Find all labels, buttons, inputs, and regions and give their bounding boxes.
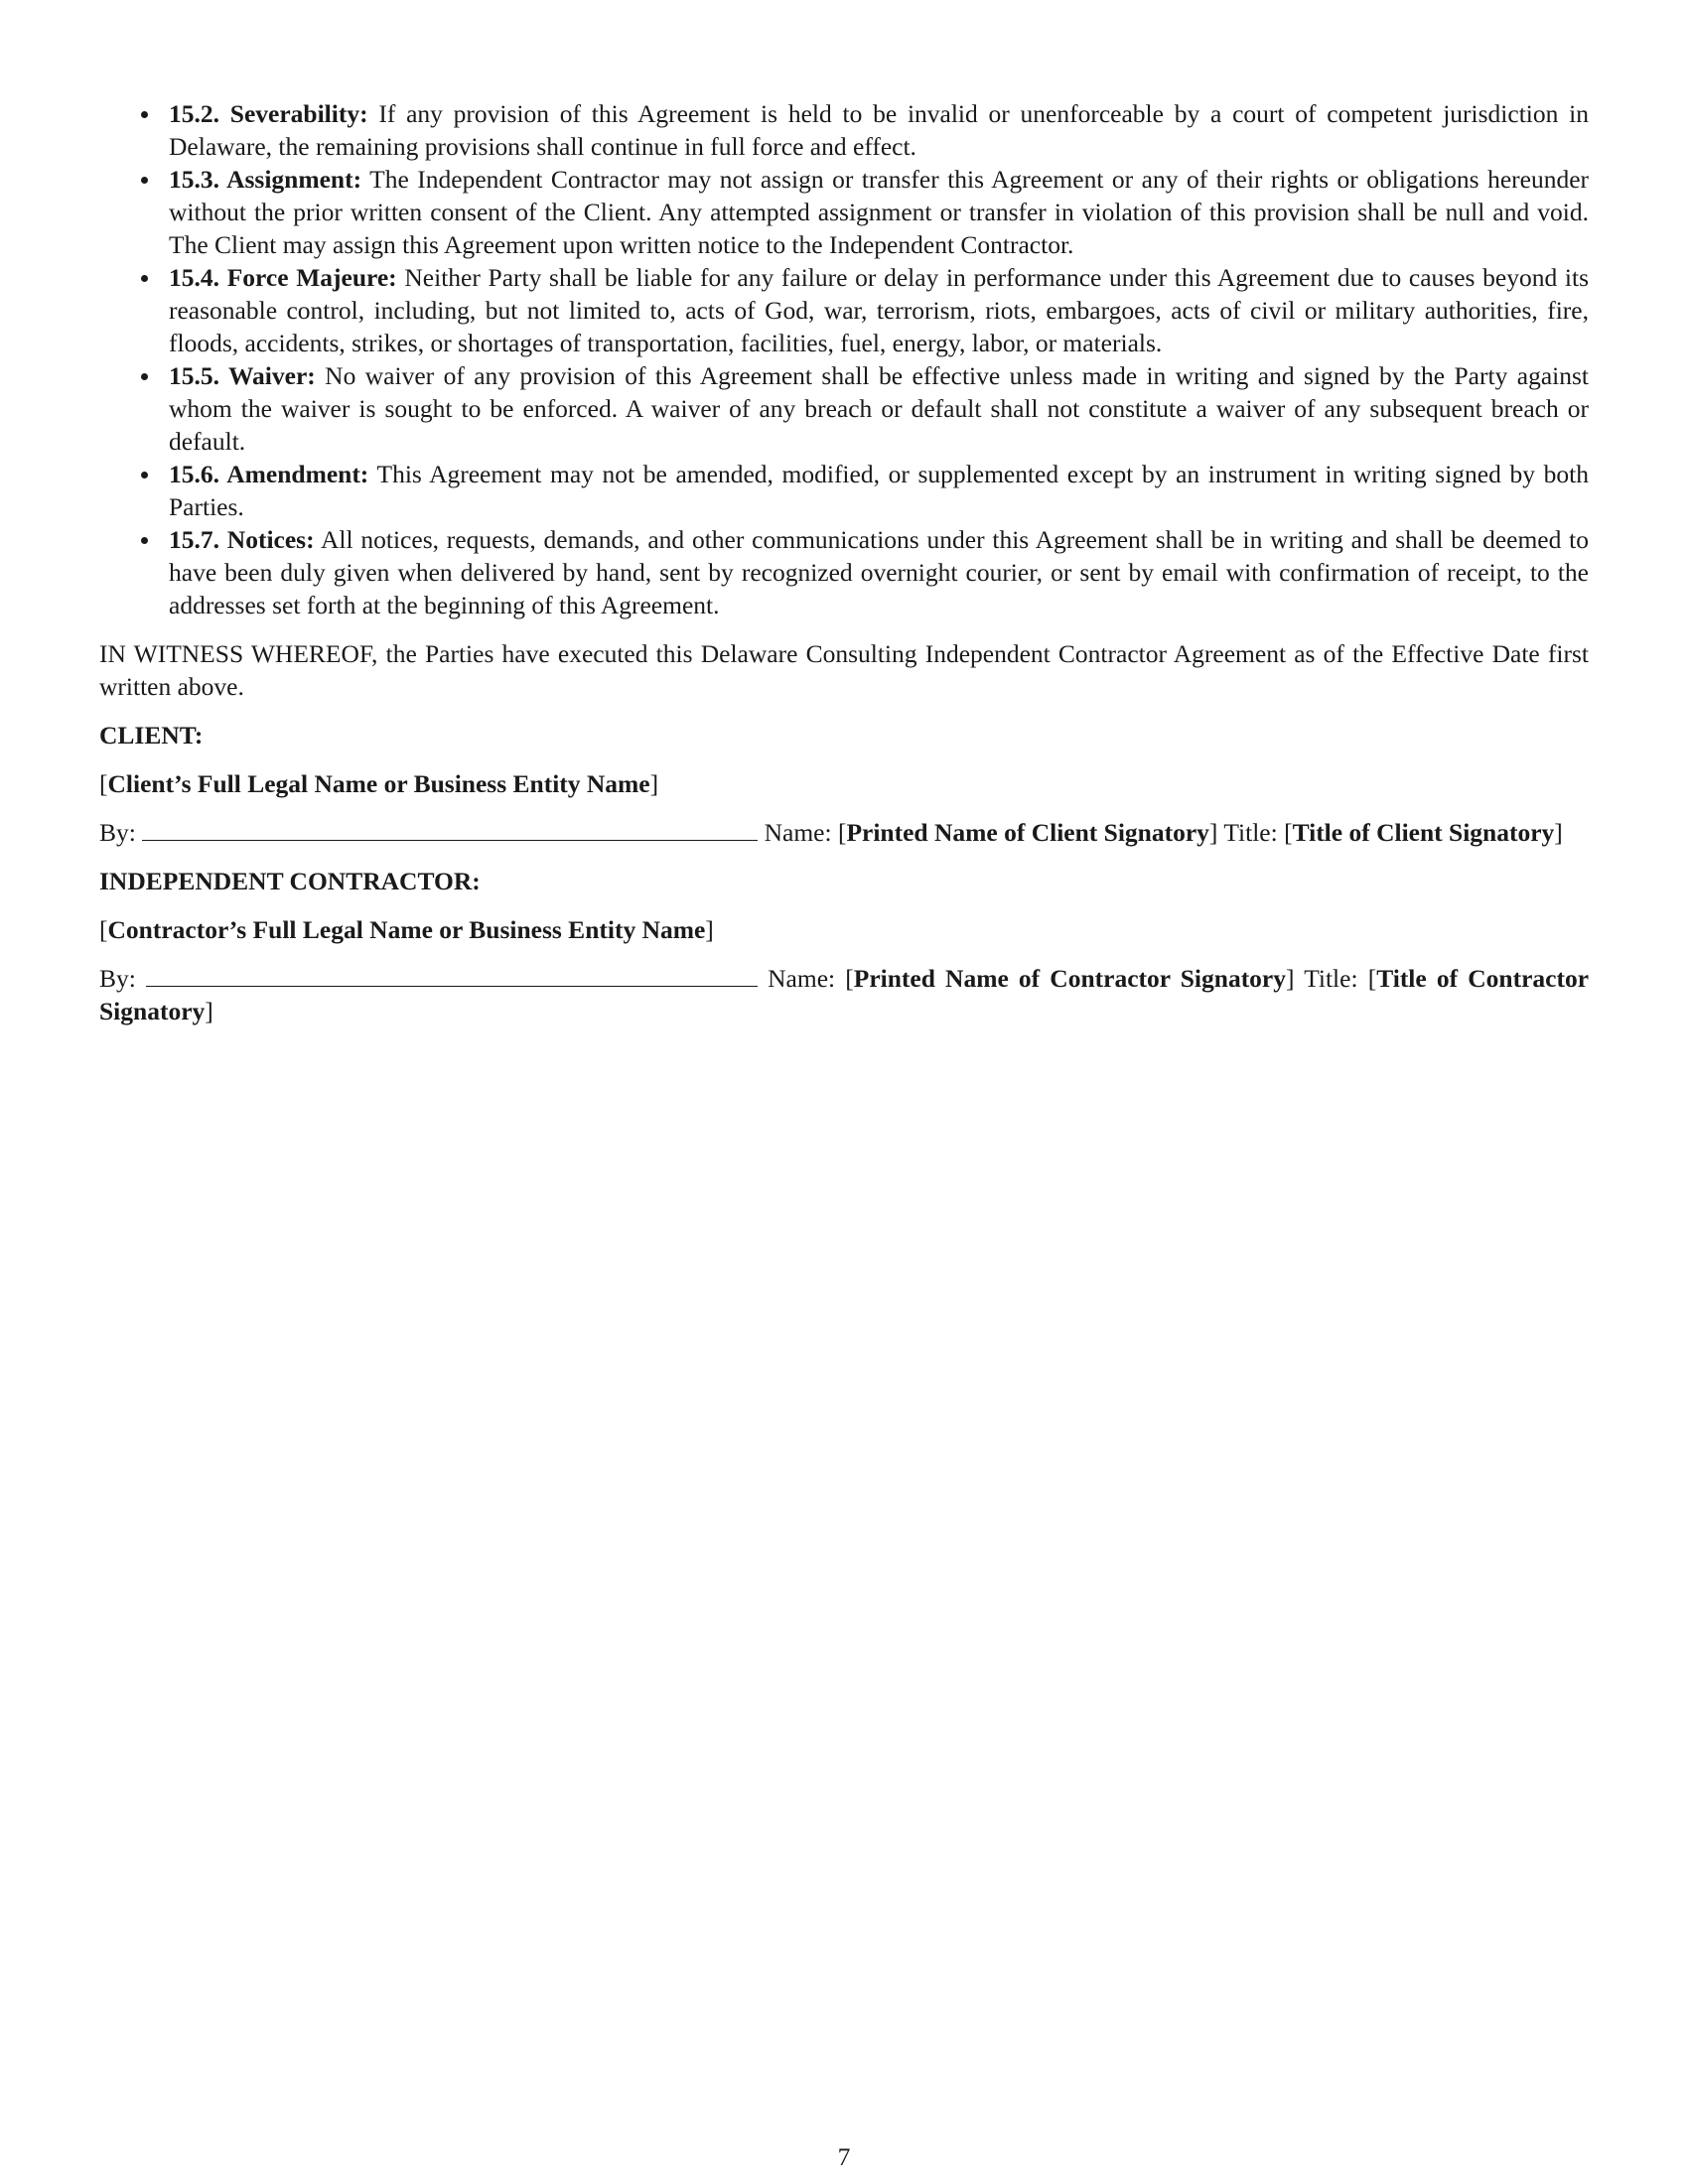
provision-item	[169, 97, 1589, 163]
title-label: Title:	[1304, 964, 1358, 993]
provision-item	[169, 261, 1589, 359]
provision-label: 15.3. Assignment:	[169, 165, 362, 194]
provision-text: This Agreement may not be amended, modified, or supplemented except by an instrument in writing signed by both Parties.	[169, 460, 1589, 521]
client-signature-line: By: Name: [Printed Name of Client Signatory] Title: [Title of Client Signatory]	[99, 818, 1563, 847]
contractor-signatory-name: Printed Name of Contractor Signatory	[853, 964, 1287, 993]
contractor-signature-field[interactable]	[146, 966, 758, 987]
provision-item	[169, 359, 1589, 458]
contractor-signature-line: By: Name: [Printed Name of Contractor Signatory] Title: [Title of Contractor Signatory]	[99, 964, 1590, 1025]
provision-label: 15.2. Severability:	[169, 99, 368, 128]
witness-clause: IN WITNESS WHEREOF, the Parties have executed this Delaware Consulting Independent Contractor Agreement as of the Effective Date first written above.	[99, 639, 1589, 701]
bracket-open: [	[99, 915, 108, 944]
provision-item	[169, 523, 1589, 621]
provision-item	[169, 163, 1589, 261]
by-label: By:	[99, 818, 136, 847]
provision-text: If any provision of this Agreement is held to be invalid or unenforceable by a court of competent jurisdiction in Delaware, the remaining provisions shall continue in full force and effect.	[169, 99, 1589, 161]
client-signatory-name: Printed Name of Client Signatory	[846, 818, 1209, 847]
client-signatory-title: Title of Client Signatory	[1292, 818, 1555, 847]
contractor-entity-name: Contractor’s Full Legal Name or Business Entity Name	[107, 915, 706, 944]
bracket-close: ]	[649, 769, 659, 798]
name-label: Name:	[768, 964, 836, 993]
bracket-close: ]	[705, 915, 714, 944]
contractor-entity	[99, 913, 1589, 946]
provision-item	[169, 458, 1589, 523]
provision-label: 15.5. Waiver:	[169, 361, 316, 390]
client-entity	[99, 767, 1589, 800]
bracket-open: [	[99, 769, 108, 798]
provision-text: Neither Party shall be liable for any failure or delay in performance under this Agreement due to causes beyond its reasonable control, including, but not limited to, acts of God, war, terrorism, riots, embargoes, acts of civil or military authorities, fire, floods, accidents, strikes, or shortages of transportation, facilities, fuel, energy, labor, or materials.	[169, 263, 1589, 357]
provisions-list	[99, 97, 1589, 621]
name-label: Name:	[764, 818, 832, 847]
by-label: By:	[99, 964, 136, 993]
client-signature-field[interactable]	[142, 820, 758, 841]
contractor-heading: INDEPENDENT CONTRACTOR:	[99, 867, 481, 895]
contractor-signatory-title: Title of Contractor Signatory	[99, 964, 1590, 1025]
provision-label: 15.4. Force Majeure:	[169, 263, 397, 292]
client-entity-name: Client’s Full Legal Name or Business Entity Name	[107, 769, 650, 798]
provision-text: The Independent Contractor may not assign or transfer this Agreement or any of their rights or obligations hereunder without the prior written consent of the Client. Any attempted assignment or transfer in violation of this provision shall be null and void. The Client may assign this Agreement upon written notice to the Independent Contractor.	[169, 165, 1590, 259]
page-number: 7	[837, 2142, 851, 2171]
document-page	[99, 97, 1589, 1027]
provision-text: No waiver of any provision of this Agreement shall be effective unless made in writing and signed by the Party against whom the waiver is sought to be enforced. A waiver of any breach or default shall not constitute a waiver of any subsequent breach or default.	[169, 361, 1589, 456]
title-label: Title:	[1223, 818, 1278, 847]
provision-text: All notices, requests, demands, and other communications under this Agreement shall be in writing and shall be deemed to have been duly given when delivered by hand, sent by recognized overnight courier, or sent by email with confirmation of receipt, to the addresses set forth at the beginning of this Agreement.	[169, 525, 1589, 619]
client-heading: CLIENT:	[99, 721, 204, 750]
provision-label: 15.7. Notices:	[169, 525, 315, 554]
provision-label: 15.6. Amendment:	[169, 460, 369, 488]
